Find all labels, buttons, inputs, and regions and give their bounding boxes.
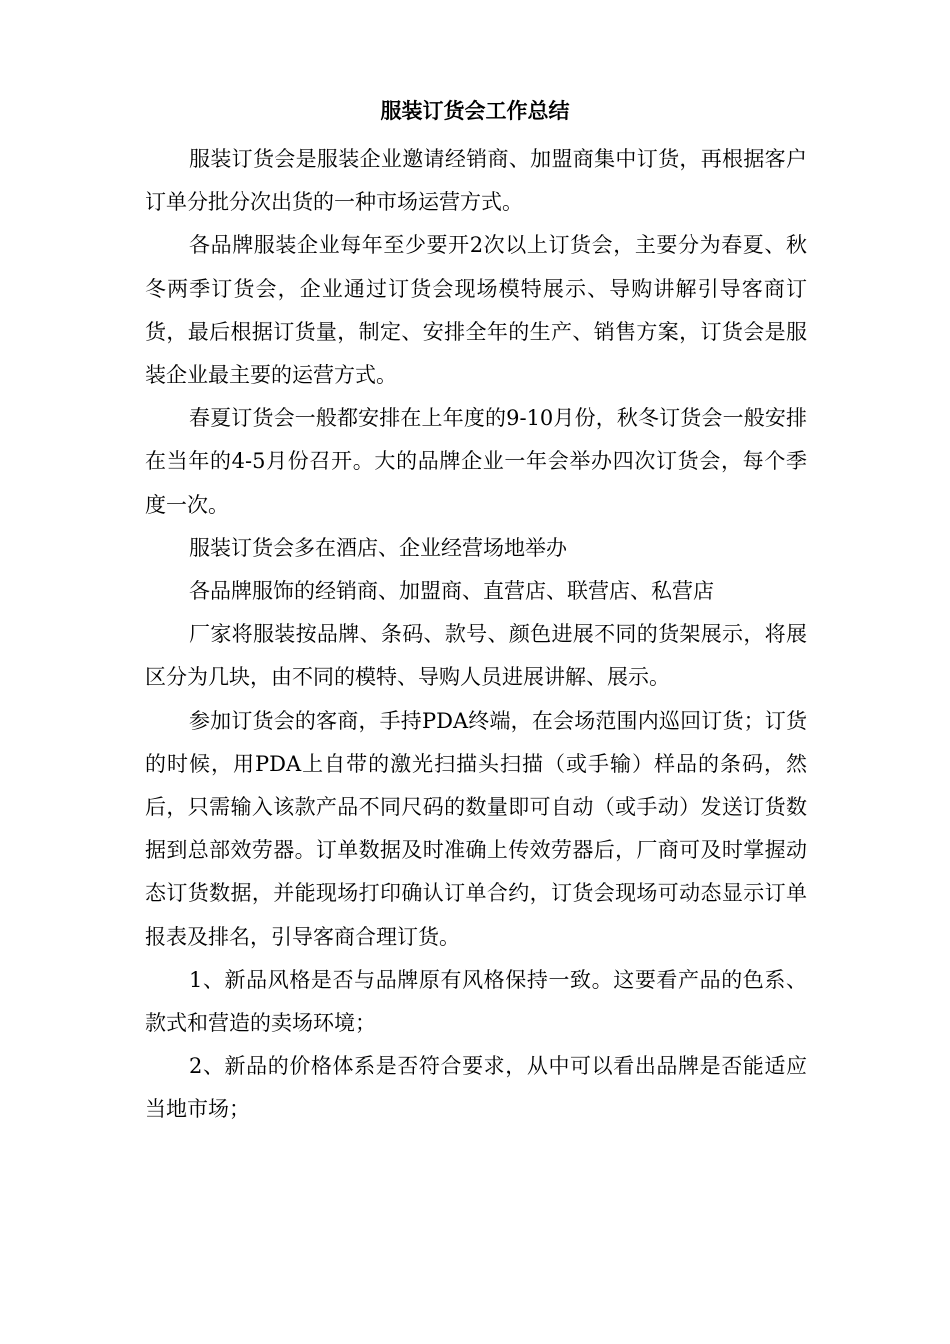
paragraph-point-2: 2、新品的价格体系是否符合要求，从中可以看出品牌是否能适应当地市场； [145, 1054, 807, 1122]
paragraph-venue: 服装订货会多在酒店、企业经营场地举办 [189, 535, 567, 560]
document-title: 服装订货会工作总结 [380, 99, 570, 123]
paragraph-intro: 服装订货会是服装企业邀请经销商、加盟商集中订货，再根据客户订单分批分次出货的一种市场运营方式。 [145, 147, 807, 215]
paragraph-pda-ordering: 参加订货会的客商，手持PDA终端，在会场范围内巡回订货；订货的时候，用PDA上自带的激光扫描头扫描（或手输）样品的条码，然后，只需输入该款产品不同尺码的数量即可自动（或手动）发送订货数据到总部效劳器。订单数据及时准确上传效劳器后，厂商可及时掌握动态订货数据，并能现场打印确认订单合约，订货会现场可动态显示订单报表及排名，引导客商合理订货。 [145, 708, 807, 949]
paragraph-schedule: 春夏订货会一般都安排在上年度的9-10月份，秋冬订货会一般安排在当年的4-5月份召开。大的品牌企业一年会举办四次订货会，每个季度一次。 [145, 406, 807, 517]
paragraph-frequency: 各品牌服装企业每年至少要开2次以上订货会，主要分为春夏、秋冬两季订货会，企业通过订货会现场模特展示、导购讲解引导客商订货，最后根据订货量，制定、安排全年的生产、销售方案，订货会是服装企业最主要的运营方式。 [145, 233, 807, 388]
paragraph-display: 厂家将服装按品牌、条码、款号、颜色进展不同的货架展示，将展区分为几块，由不同的模特、导购人员进展讲解、展示。 [145, 622, 807, 690]
document-body [145, 138, 807, 1132]
paragraph-point-1: 1、新品风格是否与品牌原有风格保持一致。这要看产品的色系、款式和营造的卖场环境； [145, 967, 807, 1036]
paragraph-participants: 各品牌服饰的经销商、加盟商、直营店、联营店、私营店 [189, 579, 714, 604]
